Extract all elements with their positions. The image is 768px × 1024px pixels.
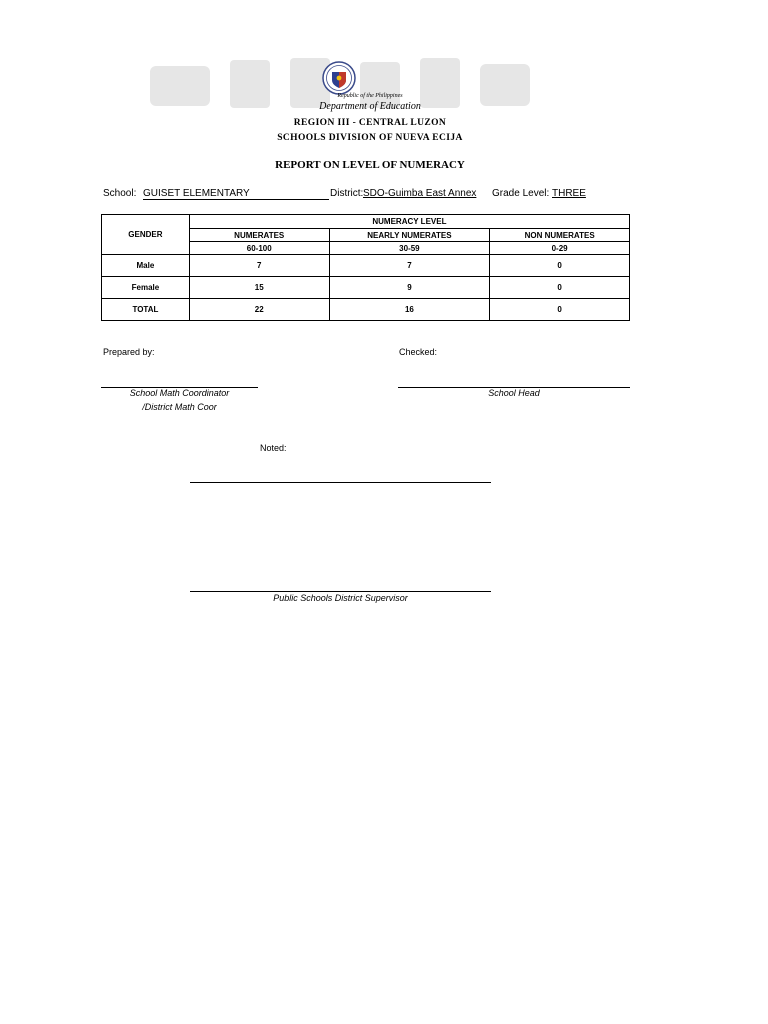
row-label-total: TOTAL	[102, 299, 190, 321]
numeracy-level-header: NUMERACY LEVEL	[189, 215, 629, 229]
grade-value: THREE	[552, 188, 586, 199]
district-coordinator-title: /District Math Coor	[142, 402, 217, 412]
table-cell: 9	[329, 277, 490, 299]
school-label: School:	[103, 188, 137, 199]
col-header-non-numerates: NON NUMERATES	[490, 229, 630, 242]
range-non-numerates: 0-29	[490, 242, 630, 255]
supervisor-signature-line	[190, 591, 491, 592]
col-header-nearly-numerates: NEARLY NUMERATES	[329, 229, 490, 242]
noted-label: Noted:	[260, 443, 287, 453]
table-row	[102, 299, 630, 321]
report-title: REPORT ON LEVEL OF NUMERACY	[275, 159, 465, 171]
prepared-by-label: Prepared by:	[103, 347, 155, 357]
table-row	[102, 277, 630, 299]
district-value: SDO-Guimba East Annex	[363, 188, 477, 199]
checked-label: Checked:	[399, 347, 438, 357]
supervisor-title: Public Schools District Supervisor	[273, 593, 408, 603]
table-cell: 0	[490, 255, 630, 277]
table-cell: 22	[189, 299, 329, 321]
region-label: REGION III - CENTRAL LUZON	[293, 118, 447, 128]
numeracy-table	[101, 214, 630, 321]
range-nearly-numerates: 30-59	[329, 242, 490, 255]
col-header-numerates: NUMERATES	[189, 229, 329, 242]
noted-signature-line	[190, 482, 491, 483]
table-cell: 7	[189, 255, 329, 277]
republic-label: Republic of the Philippines	[337, 93, 403, 99]
division-label: SCHOOLS DIVISION OF NUEVA ECIJA	[277, 133, 463, 143]
grade-label: Grade Level:	[492, 188, 550, 199]
table-cell: 7	[329, 255, 490, 277]
school-head-title: School Head	[488, 388, 540, 398]
row-label-male: Male	[102, 255, 190, 277]
deped-seal-icon	[322, 61, 356, 95]
range-numerates: 60-100	[189, 242, 329, 255]
district-label: District:	[330, 188, 364, 199]
table-cell: 0	[490, 277, 630, 299]
department-label: Department of Education	[319, 101, 421, 112]
table-cell: 16	[329, 299, 490, 321]
gender-header: GENDER	[102, 215, 190, 255]
school-value: GUISET ELEMENTARY	[143, 188, 329, 200]
table-cell: 15	[189, 277, 329, 299]
table-row	[102, 255, 630, 277]
coordinator-title: School Math Coordinator	[129, 388, 230, 398]
table-cell: 0	[490, 299, 630, 321]
row-label-female: Female	[102, 277, 190, 299]
